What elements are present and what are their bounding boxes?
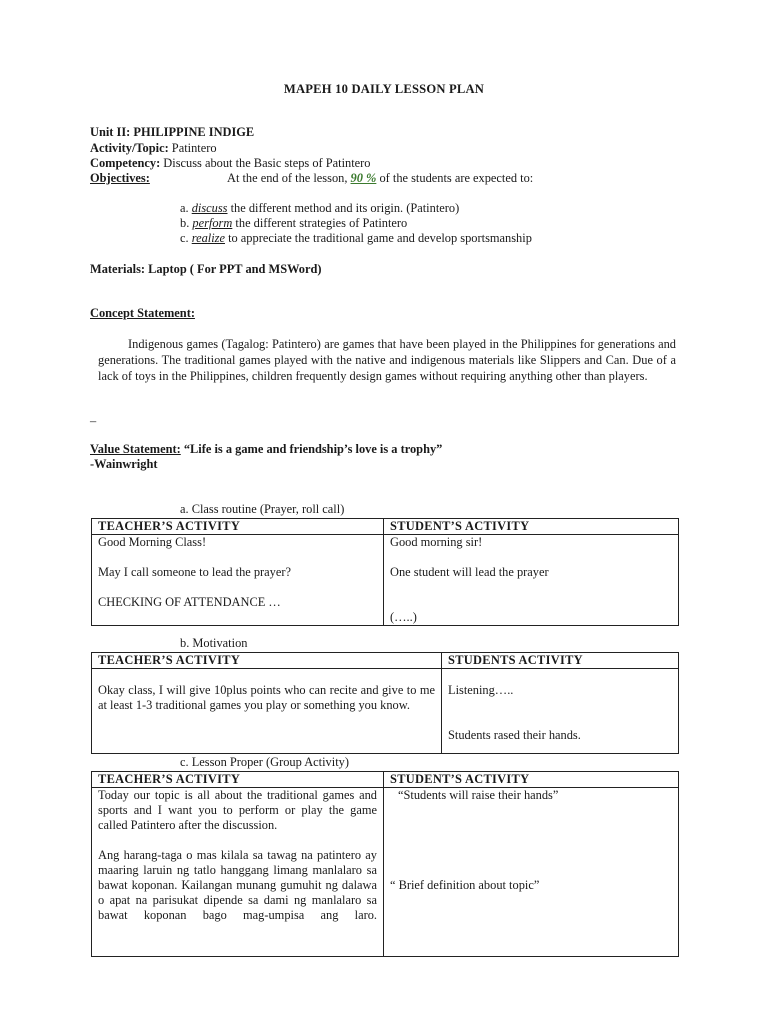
competency-label: Competency: [90, 156, 161, 170]
objective-prefix: c. [180, 231, 192, 245]
objectives-intro-after: of the students are expected to: [376, 171, 534, 185]
cell-line: “ Brief definition about topic” [390, 878, 540, 892]
student-activity-cell [384, 535, 679, 626]
objective-text: to appreciate the traditional game and develop sportsmanship [224, 231, 532, 245]
cell-line: Good Morning Class! [98, 535, 207, 549]
objective-item-c [180, 231, 532, 246]
table-row [92, 669, 679, 754]
cell-line: One student will lead the prayer [390, 565, 549, 579]
cell-line [390, 595, 672, 610]
cell-line: May I call someone to lead the prayer? [98, 565, 292, 579]
objective-text: the different strategies of Patintero [232, 216, 408, 230]
activity-topic-value: Patintero [168, 141, 217, 155]
table-row [92, 535, 679, 626]
cell-line: Students rased their hands. [448, 728, 581, 742]
activity-topic-label: Activity/Topic: [90, 141, 169, 155]
teacher-activity-cell [92, 669, 442, 754]
student-activity-header: STUDENTS ACTIVITY [442, 653, 679, 669]
cell-line: (…..) [390, 610, 417, 624]
concept-heading: Concept Statement: [90, 306, 195, 320]
teacher-activity-header: TEACHER’S ACTIVITY [92, 653, 442, 669]
objectives-intro-before: At the end of the lesson, [227, 171, 351, 185]
lesson-proper-table [91, 771, 679, 957]
teacher-activity-cell [92, 788, 384, 957]
concept-body: Indigenous games (Tagalog: Patintero) are games that have been played in the Philippines for generations and generations. The traditional games played with the native and indigenous materials like Slippers and Can. Due of a lack of toys in the Philippines, children frequently design games without requiring anything other than players. [98, 337, 676, 383]
objectives-intro [227, 171, 533, 186]
cell-line [390, 550, 672, 565]
cell-text: Ang harang-taga o mas kilala sa tawag na patintero ay maaring laruin ng tatlo hanggang limang manlalaro sa bawat koponan. Kailangan munang gumuhit ng dalawa o apat na parisukat dipende sa dami ng manlalaro sa bawat koponan bago mag-umpisa ang laro. [98, 848, 377, 922]
cell-line [448, 698, 672, 713]
objective-item-b [180, 216, 407, 231]
competency-line [90, 156, 370, 171]
objective-prefix: a. [180, 201, 192, 215]
class-routine-table [91, 518, 679, 626]
cell-line [98, 550, 377, 565]
unit-heading: Unit II: PHILIPPINE INDIGE [90, 125, 255, 139]
materials-line: Materials: Laptop ( For PPT and MSWord) [90, 262, 322, 276]
student-activity-header: STUDENT’S ACTIVITY [384, 772, 679, 788]
page-title: MAPEH 10 DAILY LESSON PLAN [283, 82, 485, 96]
objective-verb: realize [191, 231, 225, 245]
table-header-row [92, 519, 679, 535]
table-header-row [92, 772, 679, 788]
teacher-activity-header: TEACHER’S ACTIVITY [92, 772, 384, 788]
student-activity-cell [442, 669, 679, 754]
objective-verb: perform [192, 216, 233, 230]
teacher-activity-cell [92, 535, 384, 626]
activity-topic-line [90, 141, 217, 156]
value-statement-author: -Wainwright [90, 457, 158, 471]
motivation-table [91, 652, 679, 754]
value-statement-label: Value Statement: [90, 442, 181, 456]
student-activity-header: STUDENT’S ACTIVITY [384, 519, 679, 535]
objectives-percent: 90 % [350, 171, 377, 185]
value-statement-line [90, 442, 442, 457]
objective-text: the different method and its origin. (Patintero) [227, 201, 460, 215]
cell-line: “Students will raise their hands” [398, 788, 559, 802]
table-row [92, 788, 679, 957]
cell-text: Today our topic is all about the traditional games and sports and I want you to perform or play the game called Patintero after the discussion. [98, 788, 377, 832]
competency-value: Discuss about the Basic steps of Patintero [160, 156, 371, 170]
cell-line: Good morning sir! [390, 535, 483, 549]
table-header-row [92, 653, 679, 669]
section-a-caption: a. Class routine (Prayer, roll call) [180, 502, 345, 516]
cell-text: Okay class, I will give 10plus points who can recite and give to me at least 1-3 traditional games you play or something you know. [98, 683, 435, 712]
stray-dash: – [90, 414, 97, 428]
cell-line [448, 713, 672, 728]
section-b-caption: b. Motivation [180, 636, 248, 650]
cell-line: CHECKING OF ATTENDANCE … [98, 595, 281, 609]
objectives-label: Objectives: [90, 171, 150, 185]
objective-prefix: b. [180, 216, 193, 230]
teacher-activity-header: TEACHER’S ACTIVITY [92, 519, 384, 535]
cell-line [390, 580, 672, 595]
objective-item-a [180, 201, 459, 216]
cell-line [98, 580, 377, 595]
section-c-caption: c. Lesson Proper (Group Activity) [180, 755, 349, 769]
objective-verb: discuss [191, 201, 228, 215]
value-statement-quote: “Life is a game and friendship’s love is a trophy” [180, 442, 443, 456]
cell-line: Listening….. [448, 683, 514, 697]
student-activity-cell [384, 788, 679, 957]
